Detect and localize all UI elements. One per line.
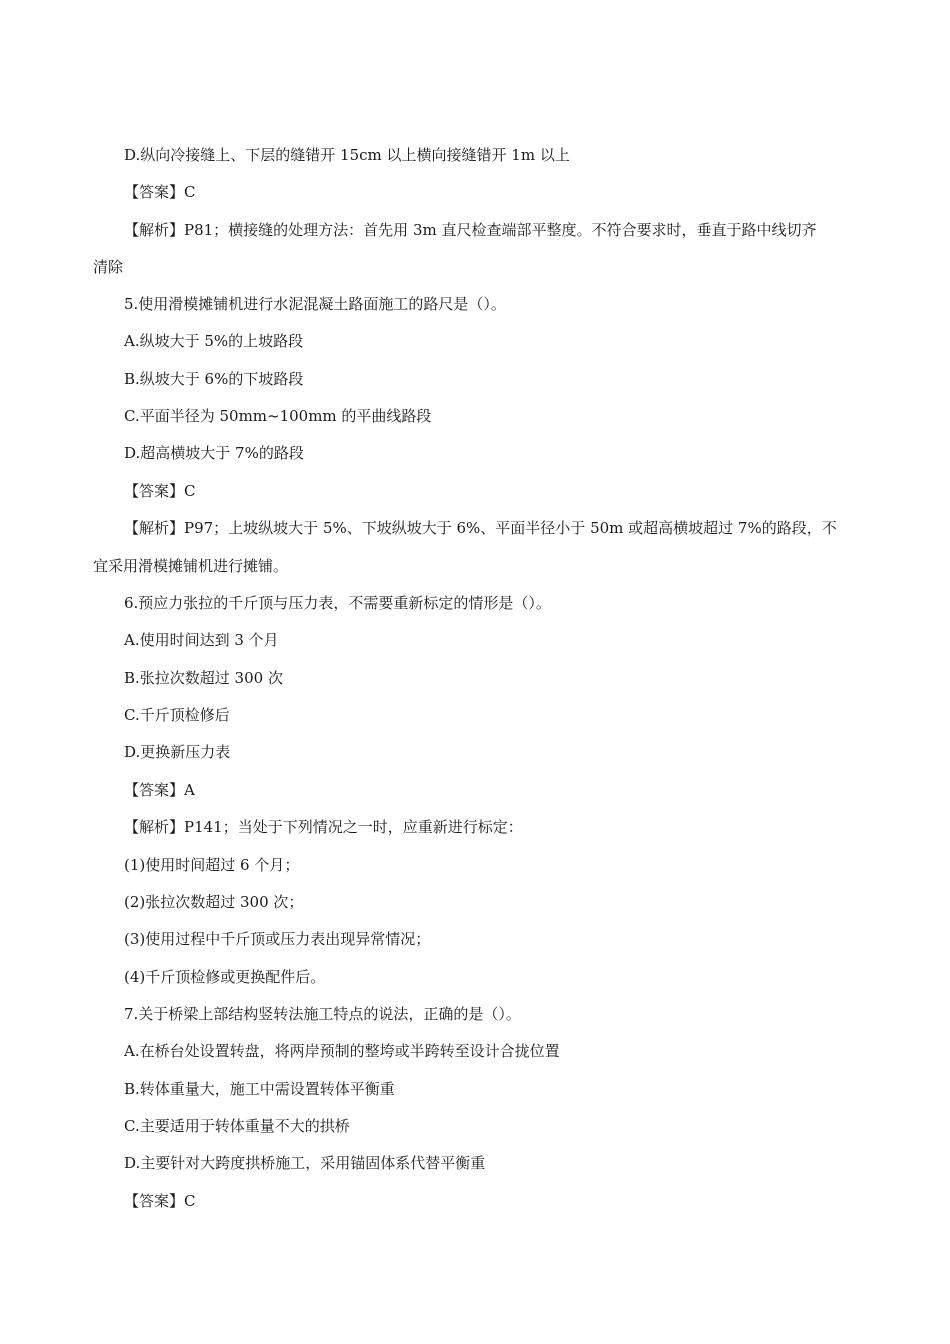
q7-stem: 7.关于桥梁上部结构竖转法施工特点的说法，正确的是（）。 xyxy=(124,1005,521,1023)
q7-option-b: B.转体重量大，施工中需设置转体平衡重 xyxy=(124,1080,395,1098)
q6-option-d: D.更换新压力表 xyxy=(124,743,231,761)
q6-option-c: C.千斤顶检修后 xyxy=(124,706,230,724)
q6-stem: 6.预应力张拉的千斤顶与压力表，不需要重新标定的情形是（）。 xyxy=(124,594,551,612)
q4-analysis-line-2: 清除 xyxy=(93,258,124,276)
q5-answer: 【答案】C xyxy=(124,482,196,500)
q6-option-b: B.张拉次数超过 300 次 xyxy=(124,669,283,687)
q7-option-a: A.在桥台处设置转盘，将两岸预制的整垮或半跨转至设计合拢位置 xyxy=(124,1042,560,1060)
q7-answer: 【答案】C xyxy=(124,1192,196,1210)
q5-option-c: C.平面半径为 50mm~100mm 的平曲线路段 xyxy=(124,407,432,425)
q4-option-d: D.纵向冷接缝上、下层的缝错开 15cm 以上横向接缝错开 1m 以上 xyxy=(124,146,570,164)
q6-analysis-item: (1)使用时间超过 6 个月； xyxy=(124,856,300,874)
q4-answer: 【答案】C xyxy=(124,183,196,201)
q6-analysis-item: (2)张拉次数超过 300 次； xyxy=(124,893,304,911)
q6-answer: 【答案】A xyxy=(124,781,195,799)
q4-analysis-line-1: 【解析】P81；横接缝的处理方法：首先用 3m 直尺检查端部平整度。不符合要求时，垂直于路中线切齐 xyxy=(124,221,817,239)
q7-option-d: D.主要针对大跨度拱桥施工，采用锚固体系代替平衡重 xyxy=(124,1154,486,1172)
q6-option-a: A.使用时间达到 3 个月 xyxy=(124,631,279,649)
q5-option-a: A.纵坡大于 5%的上坡路段 xyxy=(124,332,304,350)
q5-option-d: D.超高横坡大于 7%的路段 xyxy=(124,444,304,462)
q6-analysis: 【解析】P141；当处于下列情况之一时，应重新进行标定： xyxy=(124,818,523,836)
q5-analysis-line-1: 【解析】P97；上坡纵坡大于 5%、下坡纵坡大于 6%、平面半径小于 50m 或超高横坡超过 7%的路段，不 xyxy=(124,519,837,537)
q5-stem: 5.使用滑模摊铺机进行水泥混凝土路面施工的路尺是（）。 xyxy=(124,295,506,313)
q5-analysis-line-2: 宜采用滑模摊铺机进行摊铺。 xyxy=(93,557,289,575)
q6-analysis-item: (4)千斤顶检修或更换配件后。 xyxy=(124,968,326,986)
q7-option-c: C.主要适用于转体重量不大的拱桥 xyxy=(124,1117,350,1135)
q5-option-b: B.纵坡大于 6%的下坡路段 xyxy=(124,370,304,388)
q6-analysis-item: (3)使用过程中千斤顶或压力表出现异常情况； xyxy=(124,930,431,948)
